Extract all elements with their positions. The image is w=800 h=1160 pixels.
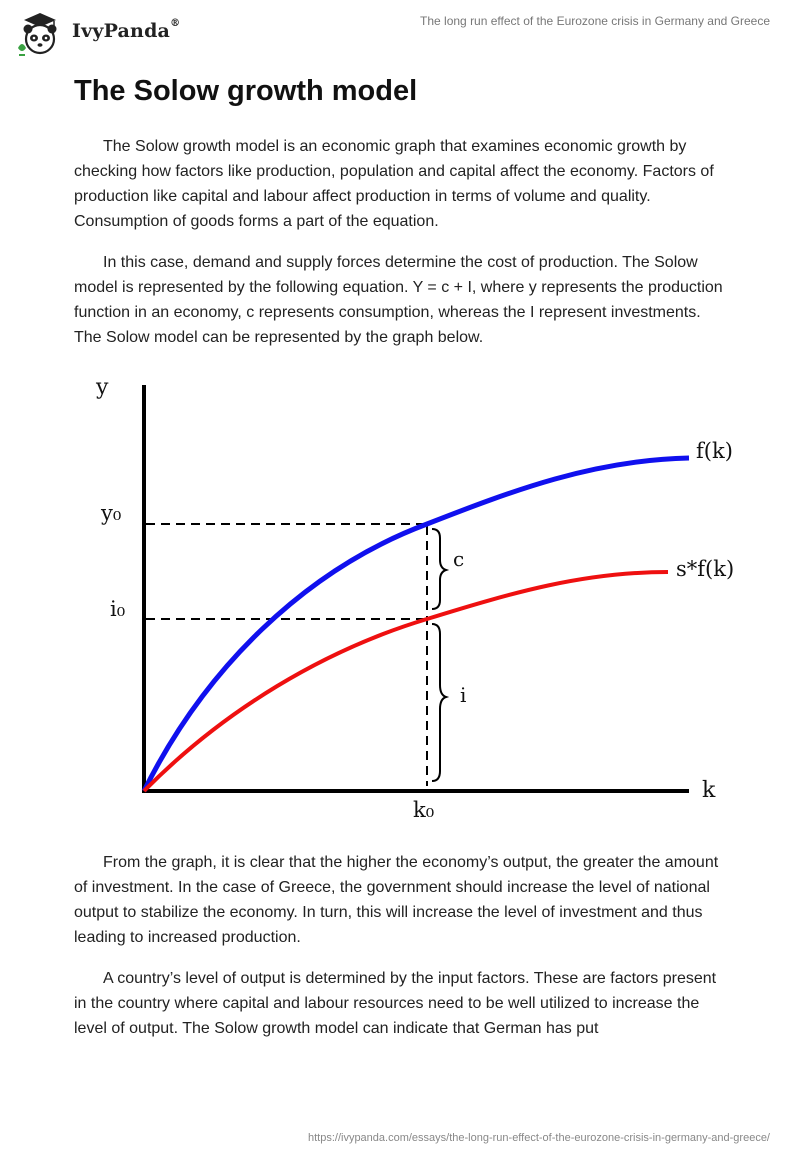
x-axis-label: k [702, 778, 716, 803]
brace-i-icon [432, 624, 446, 781]
paragraph-2: In this case, demand and supply forces determine the cost of production. The Solow model is represented by the following equation. Y = c + I, where y represents the production function in an economy, c represents consumption, whereas the I represent investments. The Solow model can be represented by the graph below. [74, 254, 723, 346]
article-body-bottom [74, 850, 730, 1057]
brand-name[interactable]: IvyPanda® [72, 18, 181, 42]
sf-k-curve [144, 572, 668, 791]
brace-c-icon [432, 529, 446, 609]
source-url[interactable]: https://ivypanda.com/essays/the-long-run-effect-of-the-eurozone-crisis-in-germany-and-greece/ [307, 1132, 770, 1144]
paragraph-3: From the graph, it is clear that the higher the economy’s output, the greater the amount of investment. In the case of Greece, the government should increase the level of national output to stabilize the economy. In turn, this will increase the level of investment and thus leading to increased production. [74, 854, 719, 946]
running-title: The long run effect of the Eurozone crisis in Germany and Greece [420, 14, 770, 28]
y0-label: y₀ [101, 501, 122, 525]
article-title: The Solow growth model [74, 75, 418, 107]
brace-c-label: c [453, 547, 465, 571]
i0-label: i₀ [110, 597, 126, 621]
paragraph-4: A country’s level of output is determined by the input factors. These are factors present in the country where capital and labour resources need to be well utilized to increase the level of output. The Solow growth model can indicate that German has put [74, 970, 717, 1037]
article-body-top [74, 70, 730, 366]
y-axis-label: y [96, 375, 109, 400]
k0-label: k₀ [413, 798, 435, 822]
sf-k-label: s*f(k) [676, 557, 735, 581]
page-header [0, 0, 800, 64]
brace-i-label: i [460, 683, 467, 707]
ivypanda-logo-icon[interactable] [14, 10, 66, 58]
f-k-label: f(k) [696, 439, 733, 463]
solow-model-diagram [84, 370, 744, 830]
f-k-curve [144, 458, 689, 791]
paragraph-1: The Solow growth model is an economic graph that examines economic growth by checking how factors like production, population and capital affect the economy. Factors of production like capital and labour affect production in terms of volume and quality. Consumption of goods forms a part of the equation. [74, 138, 714, 230]
